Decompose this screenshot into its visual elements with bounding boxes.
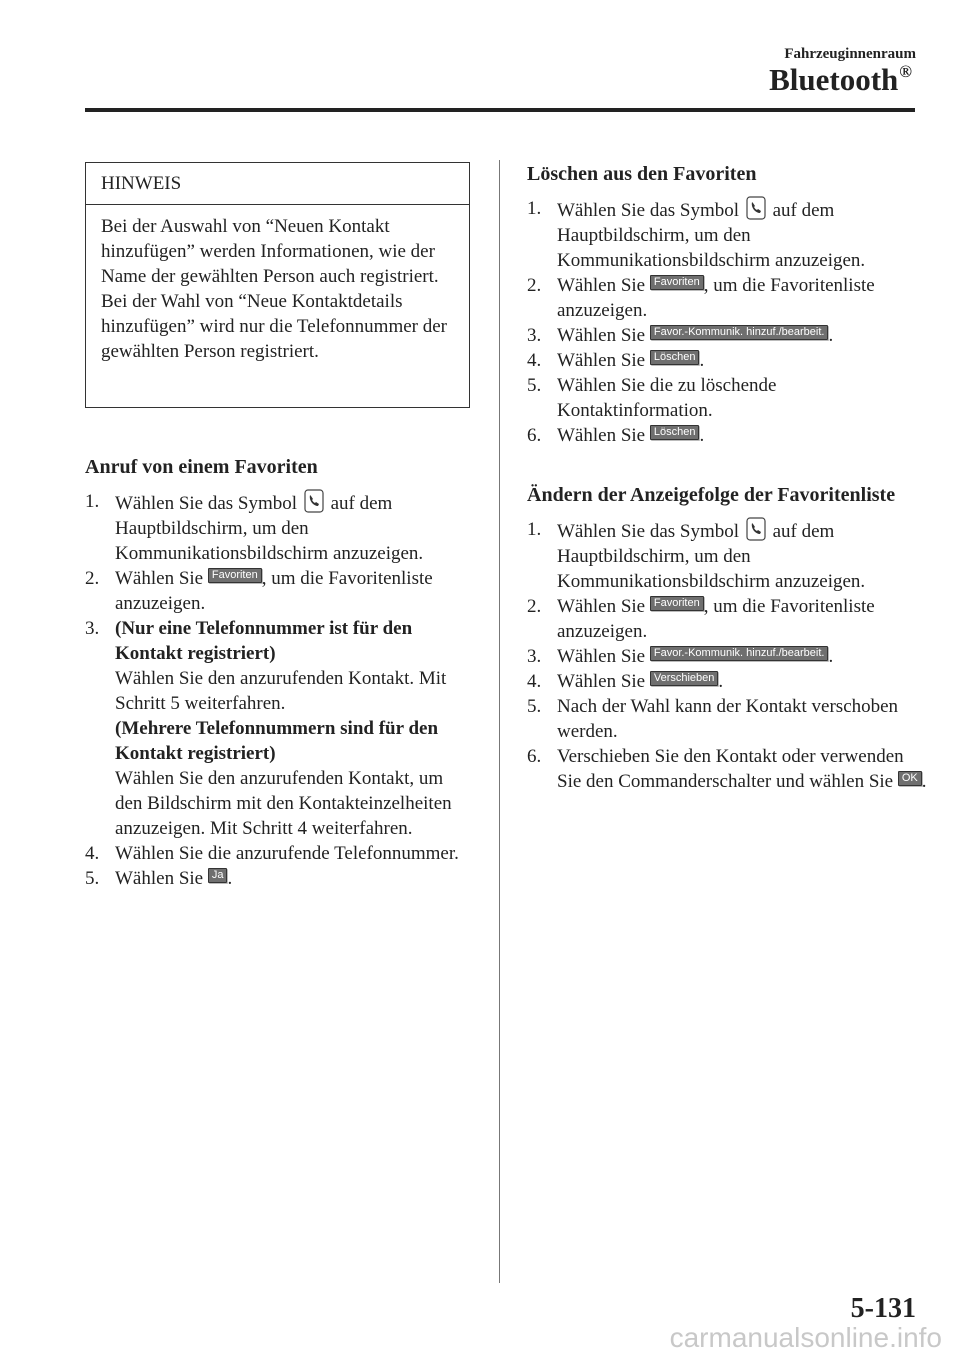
list-item [85,616,470,841]
step-text: , um die Favoritenliste anzuzeigen. [115,568,433,614]
step-text: Wählen Sie [557,646,646,667]
step-text: Wählen Sie [557,350,646,371]
step-number: 4. [527,671,542,692]
step-number: 6. [527,425,542,446]
step-number: 6. [527,746,542,767]
step-text: Verschieben Sie den Kontakt oder verwenden Sie den Commanderschalter und wählen Sie [557,746,904,792]
step-number: 1. [85,491,100,512]
page-number: 5-131 [850,1293,916,1324]
column-divider [499,160,500,1283]
step-number: 2. [527,275,542,296]
list-item: 6. Verschieben Sie den Kontakt oder verwenden Sie den Commanderschalter und wählen Sie OK . [527,746,927,792]
note-box [85,162,470,408]
list-item: 3. Wählen Sie Favor.-Kommunik. hinzuf./bearbeit. . [527,646,834,667]
step-text: Wählen Sie das Symbol [557,521,740,542]
list-item: 4. Wählen Sie Löschen . [527,350,705,371]
list-item [527,273,927,323]
note-body: Bei der Auswahl von “Neuen Kontakt hinzufügen” werden Informationen, wie der Name der gewählten Person auch registriert. Bei der Wahl von “Neue Kontaktdetails hinzufügen” wird nur die Telefonnummer der gewählten Person registriert. [101,216,448,362]
list-item: 6. Wählen Sie Löschen . [527,425,705,446]
step-number: 3. [527,325,542,346]
loeschen-button: Löschen [650,425,700,440]
favoriten-button: Favoriten [650,596,704,611]
list-item [527,373,927,423]
step-text: Wählen Sie [557,425,646,446]
step-text: auf dem Hauptbildschirm, um den Kommunikationsbildschirm anzuzeigen. [557,200,866,271]
step-text: Wählen Sie das Symbol [557,200,740,221]
step-number: 2. [85,568,100,589]
favoriten-button: Favoriten [650,275,704,290]
step-text: Wählen Sie [557,275,646,296]
list-item [85,489,470,566]
list-item: 4. Wählen Sie Verschieben . [527,671,724,692]
step-text: Wählen Sie das Symbol [115,493,298,514]
list-item [85,841,470,866]
ja-button: Ja [208,868,228,883]
phone-icon [746,196,766,220]
note-title: HINWEIS [86,163,469,205]
step-number: 5. [527,696,542,717]
header-title-text: Bluetooth [769,62,899,97]
step-text: Wählen Sie den anzurufenden Kontakt. Mit Schritt 5 weiterfahren. [115,668,447,714]
watermark: carmanualsonline.info [669,1322,942,1353]
phone-icon [746,517,766,541]
left-column [85,454,470,891]
header-section: Fahrzeuginnenraum [784,46,916,62]
step-number: 2. [527,596,542,617]
favoriten-button: Favoriten [208,568,262,583]
verschieben-button: Verschieben [650,671,719,686]
step-number: 3. [85,618,100,639]
list-item [527,196,927,273]
step-text: Wählen Sie den anzurufenden Kontakt, um den Bildschirm mit den Kontakteinzelheiten anzuzeigen. Mit Schritt 4 weiterfahren. [115,768,452,839]
step-text: auf dem Hauptbildschirm, um den Kommunikationsbildschirm anzuzeigen. [557,521,866,592]
step-number: 1. [527,519,542,540]
step-text: auf dem Hauptbildschirm, um den Kommunikationsbildschirm anzuzeigen. [115,493,424,564]
right-column [527,161,927,794]
list-item [85,566,470,616]
list-item [527,517,927,594]
step-text: Wählen Sie die zu löschende Kontaktinformation. [557,375,777,421]
step-text: Wählen Sie [115,868,204,889]
registered-mark: ® [899,61,912,81]
section-title-order: Ändern der Anzeigefolge der Favoritenliste [527,484,896,506]
phone-icon [304,489,324,513]
list-item: 5. Wählen Sie Ja . [85,868,233,889]
step-number: 1. [527,198,542,219]
header-title [769,62,912,98]
list-item [527,594,927,644]
favor-kommunik-button: Favor.-Kommunik. hinzuf./bearbeit. [650,646,829,661]
step-text: Nach der Wahl kann der Kontakt verschoben werden. [557,696,899,742]
step-text: , um die Favoritenliste anzuzeigen. [557,596,875,642]
loeschen-button: Löschen [650,350,700,365]
step-text: Wählen Sie die anzurufende Telefonnummer. [115,843,459,864]
step-text: Wählen Sie [115,568,204,589]
step-heading: (Nur eine Telefonnummer ist für den Kontakt registriert) [115,618,413,664]
step-text: Wählen Sie [557,596,646,617]
section-title-delete: Löschen aus den Favoriten [527,163,757,185]
section-title-call: Anruf von einem Favoriten [85,456,318,478]
step-text: Wählen Sie [557,325,646,346]
favor-kommunik-button: Favor.-Kommunik. hinzuf./bearbeit. [650,325,829,340]
step-number: 5. [85,868,100,889]
step-number: 3. [527,646,542,667]
step-number: 4. [527,350,542,371]
delete-steps [527,196,927,448]
list-item: 3. Wählen Sie Favor.-Kommunik. hinzuf./bearbeit. . [527,325,834,346]
step-number: 4. [85,843,100,864]
call-steps [85,489,470,891]
step-heading: (Mehrere Telefonnummern sind für den Kontakt registriert) [115,718,439,764]
step-text: , um die Favoritenliste anzuzeigen. [557,275,875,321]
step-number: 5. [527,375,542,396]
ok-button: OK [898,771,922,786]
header-rule [85,108,915,112]
order-steps [527,517,927,794]
list-item [527,694,927,744]
step-text: Wählen Sie [557,671,646,692]
